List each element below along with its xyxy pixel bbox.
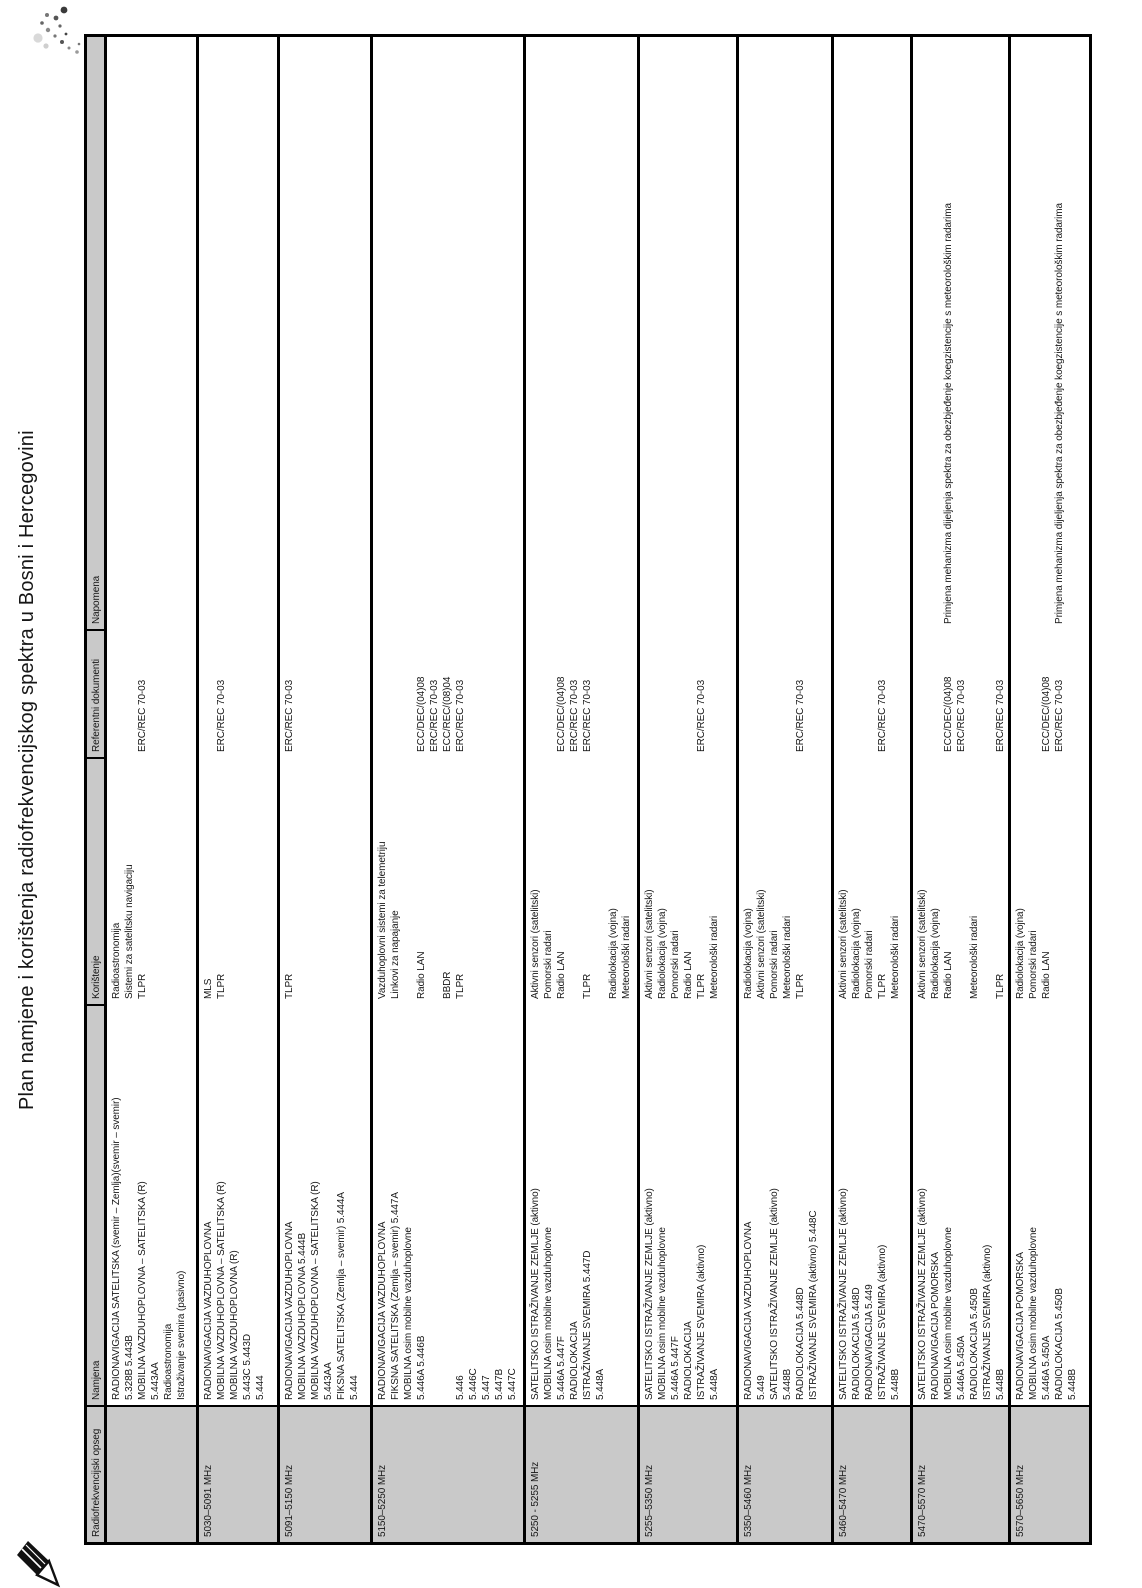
namjena-line: 5.447 — [481, 1375, 492, 1400]
namjena-line: 5.447C — [507, 1368, 518, 1400]
ref-doc-line — [643, 631, 656, 752]
namjena-line: RADIOLOKACIJA 5.450B — [1054, 1288, 1065, 1400]
namjena-line: MOBILNA VAZDUHOPLOVNA 5.444B — [297, 1232, 308, 1400]
dots-scribble-icon — [22, 2, 90, 64]
namjena-line: ISTRAŽIVANJE SVEMIRA (aktivno) — [982, 1244, 993, 1400]
napomena-cell — [640, 37, 736, 629]
namjena-cell — [739, 1004, 831, 1405]
frequency-band-label: 5255–5350 MHz — [644, 1464, 655, 1537]
namjena-cell — [373, 1004, 523, 1405]
ref-docs-cell — [199, 629, 277, 757]
koristenje-line: Meteorološki radari — [890, 915, 901, 999]
koristenje-cell — [640, 757, 736, 1004]
header-ref-docs — [87, 629, 104, 757]
napomena-cell — [834, 37, 910, 629]
koristenje-line — [594, 759, 607, 999]
frequency-band-label: 5150–5250 MHz — [377, 1464, 388, 1537]
koristenje-line: Radio LAN — [1041, 951, 1052, 999]
header-label: Radiofrekvencijski opseg — [91, 1428, 102, 1537]
namjena-line: RADIONAVIGACIJA VAZDUHOPLOVNA — [284, 1221, 295, 1400]
namjena-line: 5.447B — [494, 1368, 505, 1400]
namjena-line: RADIOLOKACIJA — [569, 1321, 580, 1400]
koristenje-line — [402, 759, 415, 999]
namjena-line: MOBILNA osim mobilne vazduhoplovne — [657, 1227, 668, 1400]
namjena-line: RADIONAVIGACIJA POMORSKA — [1015, 1251, 1026, 1400]
ref-doc-line: ECC/REC/(08)04 — [442, 676, 453, 752]
table-row — [280, 37, 373, 1542]
namjena-line: SATELITSKO ISTRAŽIVANJE ZEMLJE (aktivno) — [769, 1188, 780, 1400]
namjena-line: MOBILNA VAZDUHOPLOVNA – SATELITSKA (R) — [216, 1181, 227, 1400]
koristenje-line: Radioastronomija — [111, 922, 122, 999]
frequency-band-cell — [373, 1405, 523, 1542]
ref-docs-cell — [107, 629, 196, 757]
koristenje-line: TLPR — [216, 973, 227, 999]
ref-docs-cell — [526, 629, 637, 757]
ref-doc-line — [929, 631, 942, 752]
ref-doc-line: ERC/REC 70-03 — [455, 679, 466, 752]
koristenje-line: Pomorski radari — [769, 930, 780, 999]
ref-doc-line — [529, 631, 542, 752]
napomena-cell — [107, 37, 196, 629]
napomena-line — [1040, 39, 1053, 624]
frequency-band-label: 5091–5150 MHz — [284, 1464, 295, 1537]
koristenje-line: Sistemi za satelitsku navigaciju — [124, 864, 135, 999]
koristenje-line: Radiolokacija (vojna) — [930, 908, 941, 999]
ref-doc-line: ECC/DEC/(04)08 — [556, 676, 567, 752]
napomena-cell — [280, 37, 370, 629]
ref-doc-line — [542, 631, 555, 752]
namjena-line: 5.448A — [709, 1368, 720, 1400]
koristenje-line: Meteorološki radari — [969, 915, 980, 999]
namjena-line: RADIONAVIGACIJA SATELITSKA (svemir – Zemlja)(svemir – svemir) — [111, 1097, 122, 1400]
koristenje-cell — [1011, 757, 1089, 1004]
namjena-line: RADIOLOKACIJA 5.448D — [795, 1287, 806, 1400]
namjena-line — [441, 1006, 454, 1400]
namjena-line: 5.444 — [349, 1375, 360, 1400]
ref-doc-line: ERC/REC 70-03 — [137, 679, 148, 752]
koristenje-line: Radio LAN — [683, 951, 694, 999]
header-frequency-band — [87, 1405, 104, 1542]
koristenje-cell — [199, 757, 277, 1004]
koristenje-line: TLPR — [696, 973, 707, 999]
namjena-line: ISTRAŽIVANJE SVEMIRA (aktivno) 5.448C — [808, 1210, 819, 1400]
ref-doc-line — [850, 631, 863, 752]
koristenje-line: Pomorski radari — [864, 930, 875, 999]
frequency-band-cell — [640, 1405, 736, 1542]
ref-docs-cell — [739, 629, 831, 757]
ref-doc-line: ERC/REC 70-03 — [956, 679, 967, 752]
namjena-line: 5.328B 5.443B — [124, 1335, 135, 1400]
namjena-line: 5.448B — [995, 1368, 1006, 1400]
header-label: Napomena — [91, 575, 102, 624]
koristenje-line: Aktivni senzori (satelitski) — [530, 889, 541, 999]
koristenje-line: Meteorološki radari — [782, 915, 793, 999]
koristenje-cell — [526, 757, 637, 1004]
ref-doc-line — [837, 631, 850, 752]
namjena-cell — [280, 1004, 370, 1405]
table-row — [373, 37, 526, 1542]
koristenje-line: Meteorološki radari — [709, 915, 720, 999]
ref-doc-line: ERC/REC 70-03 — [216, 679, 227, 752]
frequency-band-cell — [107, 1405, 196, 1542]
koristenje-line: Aktivni senzori (satelitski) — [644, 889, 655, 999]
namjena-line: 5.446C — [468, 1368, 479, 1400]
ref-doc-line: ERC/REC 70-03 — [582, 679, 593, 752]
frequency-band-cell — [1011, 1405, 1089, 1542]
ref-docs-cell — [280, 629, 370, 757]
ref-doc-line — [981, 631, 994, 752]
ref-doc-line — [376, 631, 389, 752]
koristenje-line: TLPR — [284, 973, 295, 999]
ref-doc-line: ERC/REC 70-03 — [429, 679, 440, 752]
koristenje-line: Aktivni senzori (satelitski) — [917, 889, 928, 999]
namjena-line: MOBILNA VAZDUHOPLOVNA (R) — [229, 1250, 240, 1400]
koristenje-line: Radiolokacija (vojna) — [1015, 908, 1026, 999]
namjena-line: RADIONAVIGACIJA VAZDUHOPLOVNA — [743, 1221, 754, 1400]
ref-doc-line: ERC/REC 70-03 — [1054, 679, 1065, 752]
ref-doc-line — [202, 631, 215, 752]
ref-doc-line: ECC/DEC/(04)08 — [1041, 676, 1052, 752]
ref-docs-cell — [834, 629, 910, 757]
koristenje-line: Pomorski radari — [1028, 930, 1039, 999]
namjena-line: RADIONAVIGACIJA VAZDUHOPLOVNA — [203, 1221, 214, 1400]
header-label: Korištenje — [91, 955, 102, 999]
namjena-line: FIKSNA SATELITSKA (Zemlja – svemir) 5.444A — [336, 1192, 347, 1400]
table-row — [640, 37, 739, 1542]
napomena-line — [1014, 39, 1027, 624]
namjena-line: RADIONAVIGACIJA VAZDUHOPLOVNA — [377, 1221, 388, 1400]
namjena-line: Istraživanje svemira (pasivno) — [176, 1270, 187, 1400]
koristenje-line: TLPR — [582, 973, 593, 999]
napomena-line — [916, 39, 929, 624]
frequency-band-label — [110, 1409, 123, 1537]
frequency-band-cell — [834, 1405, 910, 1542]
namjena-line: SATELITSKO ISTRAŽIVANJE ZEMLJE (aktivno) — [530, 1188, 541, 1400]
namjena-cell — [199, 1004, 277, 1405]
koristenje-cell — [280, 757, 370, 1004]
namjena-line: MOBILNA osim mobilne vazduhoplovne — [403, 1227, 414, 1400]
header-koristenje — [87, 757, 104, 1004]
ref-doc-line — [123, 631, 136, 752]
koristenje-line — [568, 759, 581, 999]
spectrum-allocation-table — [84, 34, 1092, 1545]
ref-doc-line — [768, 631, 781, 752]
ref-doc-line — [1027, 631, 1040, 752]
napomena-cell — [739, 37, 831, 629]
ref-doc-line — [968, 631, 981, 752]
ref-doc-line: ERC/REC 70-03 — [877, 679, 888, 752]
koristenje-line: TLPR — [995, 973, 1006, 999]
napomena-line: Primjena mehanizma dijeljenja spektra za obezbjeđenje koegzistencije s meteorološkim radarima — [1054, 203, 1065, 624]
koristenje-cell — [107, 757, 196, 1004]
table-row — [526, 37, 640, 1542]
koristenje-line — [428, 759, 441, 999]
frequency-band-label: 5470–5570 MHz — [917, 1464, 928, 1537]
namjena-line: 5.448B — [782, 1368, 793, 1400]
table-row — [199, 37, 280, 1542]
namjena-cell — [526, 1004, 637, 1405]
ref-doc-line — [781, 631, 794, 752]
ref-doc-line — [389, 631, 402, 752]
namjena-line: SATELITSKO ISTRAŽIVANJE ZEMLJE (aktivno) — [644, 1188, 655, 1400]
namjena-line: SATELITSKO ISTRAŽIVANJE ZEMLJE (aktivno) — [917, 1188, 928, 1400]
namjena-cell — [1011, 1004, 1089, 1405]
ref-doc-line: ERC/REC 70-03 — [696, 679, 707, 752]
koristenje-line: Pomorski radari — [670, 930, 681, 999]
page-title: Plan namjene i korištenja radiofrekvencijskog spektra u Bosni i Hercegovini — [16, 430, 38, 1110]
napomena-cell — [913, 37, 1008, 629]
namjena-line: MOBILNA osim mobilne vazduhoplovne — [543, 1227, 554, 1400]
namjena-line: MOBILNA VAZDUHOPLOVNA – SATELITSKA (R) — [310, 1181, 321, 1400]
koristenje-cell — [913, 757, 1008, 1004]
ref-doc-line — [402, 631, 415, 752]
ref-doc-line: ERC/REC 70-03 — [795, 679, 806, 752]
napomena-line — [929, 39, 942, 624]
napomena-cell — [199, 37, 277, 629]
koristenje-line — [955, 759, 968, 999]
frequency-band-cell — [526, 1405, 637, 1542]
ref-doc-line — [1014, 631, 1027, 752]
namjena-line: RADIOLOKACIJA 5.448D — [851, 1287, 862, 1400]
namjena-line: ISTRAŽIVANJE SVEMIRA (aktivno) — [877, 1244, 888, 1400]
ref-doc-line — [656, 631, 669, 752]
namjena-line: FIKSNA SATELITSKA (Zemlja – svemir) 5.447A — [390, 1192, 401, 1400]
namjena-cell — [107, 1004, 196, 1405]
ref-doc-line — [916, 631, 929, 752]
namjena-line: 5.446 — [455, 1375, 466, 1400]
koristenje-line: TLPR — [455, 973, 466, 999]
namjena-line: MOBILNA VAZDUHOPLOVNA – SATELITSKA (R) — [137, 1181, 148, 1400]
koristenje-line: Linkovi za napajanje — [390, 910, 401, 999]
header-napomena — [87, 37, 104, 629]
namjena-line: 5.446A 5.446B — [416, 1335, 427, 1400]
namjena-line: SATELITSKO ISTRAŽIVANJE ZEMLJE (aktivno) — [838, 1188, 849, 1400]
frequency-band-label: 5030–5091 MHz — [203, 1464, 214, 1537]
namjena-line: 5.444 — [255, 1375, 266, 1400]
ref-doc-line — [742, 631, 755, 752]
ref-doc-line: ECC/DEC/(04)08 — [943, 676, 954, 752]
koristenje-line: Radio LAN — [943, 951, 954, 999]
namjena-line: 5.449 — [756, 1375, 767, 1400]
koristenje-line: Radio LAN — [416, 951, 427, 999]
koristenje-line: Radiolokacija (vojna) — [657, 908, 668, 999]
frequency-band-cell — [199, 1405, 277, 1542]
namjena-line: Radioastronomija — [163, 1323, 174, 1400]
ref-doc-line — [863, 631, 876, 752]
frequency-band-label: 5250 - 5255 MHz — [530, 1461, 541, 1537]
namjena-line: ISTRAŽIVANJE SVEMIRA 5.447D — [582, 1250, 593, 1400]
ref-docs-cell — [913, 629, 1008, 757]
frequency-band-label: 5460–5470 MHz — [838, 1464, 849, 1537]
koristenje-cell — [834, 757, 910, 1004]
ref-doc-line: ERC/REC 70-03 — [569, 679, 580, 752]
namjena-line: 5.446A 5.447F — [556, 1336, 567, 1400]
namjena-line: 5.446A 5.447F — [670, 1336, 681, 1400]
namjena-line: MOBILNA osim mobilne vazduhoplovne — [1028, 1227, 1039, 1400]
koristenje-line: Aktivni senzori (satelitski) — [756, 889, 767, 999]
napomena-cell — [373, 37, 523, 629]
koristenje-line: MLS — [203, 978, 214, 999]
namjena-line: 5.443AA — [150, 1362, 161, 1400]
koristenje-line: Radio LAN — [556, 951, 567, 999]
namjena-line: RADIONAVIGACIJA POMORSKA — [930, 1251, 941, 1400]
table-row — [739, 37, 834, 1542]
napomena-line: Primjena mehanizma dijeljenja spektra za obezbjeđenje koegzistencije s meteorološkim radarima — [943, 203, 954, 624]
ref-doc-line: ERC/REC 70-03 — [995, 679, 1006, 752]
ref-docs-cell — [373, 629, 523, 757]
ref-doc-line — [682, 631, 695, 752]
table-row — [1011, 37, 1089, 1542]
namjena-line: 5.448B — [890, 1368, 901, 1400]
koristenje-cell — [373, 757, 523, 1004]
frequency-band-label: 5570–5650 MHz — [1015, 1464, 1026, 1537]
koristenje-line: Pomorski radari — [543, 930, 554, 999]
koristenje-line: Radiolokacija (vojna) — [743, 908, 754, 999]
pencil-icon — [12, 1538, 62, 1588]
koristenje-line: BBDR — [442, 971, 453, 999]
ref-doc-line — [669, 631, 682, 752]
header-label: Referentni dokumenti — [91, 658, 102, 752]
napomena-line — [1027, 39, 1040, 624]
namjena-line: 5.446A 5.450A — [956, 1335, 967, 1400]
namjena-line: RADIOLOKACIJA 5.450B — [969, 1288, 980, 1400]
namjena-line: 5.443AA — [323, 1362, 334, 1400]
napomena-cell — [1011, 37, 1089, 629]
header-label: Namjena — [91, 1360, 102, 1400]
namjena-cell — [640, 1004, 736, 1405]
namjena-cell — [913, 1004, 1008, 1405]
namjena-line: RADIOLOKACIJA — [683, 1321, 694, 1400]
koristenje-line: Radiolokacija (vojna) — [608, 908, 619, 999]
koristenje-line: TLPR — [795, 973, 806, 999]
koristenje-cell — [739, 757, 831, 1004]
namjena-line: RADIONAVIGACIJA 5.449 — [864, 1284, 875, 1400]
table-row — [834, 37, 913, 1542]
frequency-band-cell — [280, 1405, 370, 1542]
namjena-line: ISTRAŽIVANJE SVEMIRA (aktivno) — [696, 1244, 707, 1400]
frequency-band-cell — [913, 1405, 1008, 1542]
ref-docs-cell — [640, 629, 736, 757]
koristenje-line: Meteorološki radari — [621, 915, 632, 999]
namjena-line: 5.446A 5.450A — [1041, 1335, 1052, 1400]
koristenje-line: Vazduhoplovni sistemi za telemetriju — [377, 841, 388, 999]
koristenje-line: TLPR — [877, 973, 888, 999]
ref-doc-line — [755, 631, 768, 752]
table-header-row — [87, 37, 107, 1542]
ref-docs-cell — [1011, 629, 1089, 757]
ref-doc-line: ERC/REC 70-03 — [284, 679, 295, 752]
koristenje-line: TLPR — [137, 973, 148, 999]
ref-doc-line — [110, 631, 123, 752]
frequency-band-label: 5350–5460 MHz — [743, 1464, 754, 1537]
namjena-line: 5.448A — [595, 1368, 606, 1400]
header-namjena — [87, 1004, 104, 1405]
ref-doc-line: ECC/DEC/(04)08 — [416, 676, 427, 752]
table-row — [913, 37, 1011, 1542]
frequency-band-cell — [739, 1405, 831, 1542]
namjena-line: MOBILNA osim mobilne vazduhoplovne — [943, 1227, 954, 1400]
namjena-line — [428, 1006, 441, 1400]
namjena-cell — [834, 1004, 910, 1405]
table-row — [107, 37, 199, 1542]
koristenje-line: Aktivni senzori (satelitski) — [838, 889, 849, 999]
namjena-line: 5.443C 5.443D — [242, 1334, 253, 1400]
koristenje-line: Radiolokacija (vojna) — [851, 908, 862, 999]
napomena-cell — [526, 37, 637, 629]
koristenje-line — [981, 759, 994, 999]
namjena-line: 5.448B — [1067, 1368, 1078, 1400]
